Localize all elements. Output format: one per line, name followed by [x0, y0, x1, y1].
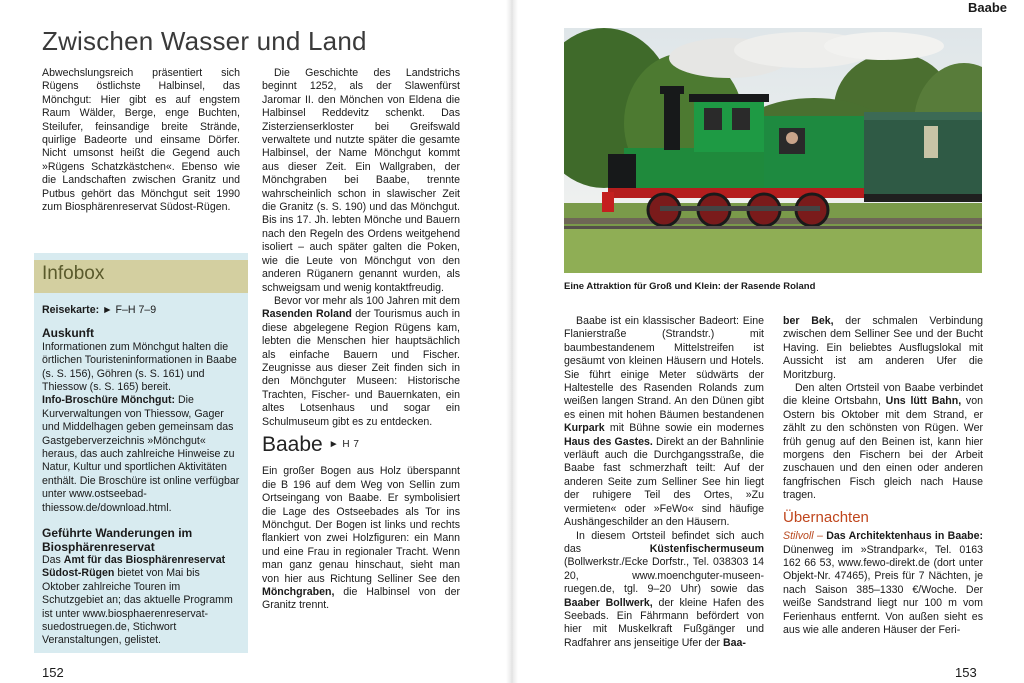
museum-paragraph [564, 530, 764, 651]
auskunft-heading: Auskunft [42, 326, 94, 341]
broschuere-label: Info-Broschüre Mönchgut: [42, 394, 175, 407]
baabe-heading [262, 433, 460, 457]
biosphaerenamt-name: Amt für das Biosphärenreservat Südost-Rügen [42, 553, 226, 580]
ortsbahn-paragraph [783, 382, 983, 503]
baabe-text: Ein großer Bogen aus Holz überspannt die B 196 auf dem Weg von Sellin zum Ortseingang von Baabe. Er symbolisiert die Lage des Ostseebades als Tor ins Mönchgut. Der Bogen ist links und rechts flankiert von zwei Holzfiguren: ein Mann und eine Frau in regionaler Tracht. Wenn man ganz genau hinschaut, sieht man von hier aus Richtung Selliner See den [262, 465, 460, 585]
page-number-right: 153 [955, 665, 977, 680]
right-column-1 [564, 315, 764, 650]
baabe-paragraph [262, 465, 460, 612]
intro-paragraph: Abwechslungsreich präsentiert sich Rügens östlichste Halbinsel, das Mönchgut: Hier gibt es auf engstem Raum Wälder, Berge, enge Buchten, Steilufer, feinsandige breite Strände, quirlige Badeorte und einsame Dörfer. Nicht umsonst heißt die Gegend auch »Rügens Schatzkästchen«. Ebenso wie die Landschaften zwischen Granitz und Putbus gehört das Mönchgut seit 1990 zum Biosphärenreservat Südost-Rügen. [42, 67, 240, 214]
stilvoll-category: Stilvoll – [783, 530, 823, 543]
museum-text-c: (Bollwerkstr./Ecke Dorfstr., Tel. 038303 14 20, www.moenchguter-museen-ruegen.de, tgl. 9–20 Uhr) sowie das [564, 556, 764, 596]
train-photo [564, 28, 982, 273]
wanderungen-heading: Geführte Wanderungen im Biosphärenreservat [42, 526, 193, 554]
uebernachten-heading: Übernachten [783, 508, 869, 526]
wanderungen-pre: Das [42, 553, 64, 566]
architektenhaus-text: Dünenweg im »Strandpark«, Tel. 0163 162 66 53, www.fewo-direkt.de (dort unter Objekt-Nr. 47465), Preis für 7 Nächten, je nach Saison 385–1330 €/Woche. Der weiße Sandstrand liegt nur 100 m vom Ferienhaus entfernt. Von außen sieht es aus wie alle anderen Häuser der Feri- [783, 543, 983, 636]
bek-paragraph [783, 315, 983, 382]
history-paragraph: Die Geschichte des Landstrichs beginnt 1252, als der Slawenfürst Jaromar II. den Mönchen von Eldena die Halbinsel Reddevitz schenkt. Das Zisterzienserkloster bei Greifswald verwaltete und nutzte später die gesamte Halbinsel, der Name Mönchgut kommt aus dieser Zeit. Ein Wallgraben, der Mönchgraben bei Baabe, trennte wahrscheinlich schon in slawischer Zeit die Granitz (s. S. 190) und das Mönchgut. Bis ins 17. Jh. lebten Mönche und Bauern nach den Regeln des Ordens weitgehend isoliert – auch später galten die Poken, wie die Leute von Mönchgut von den anderen Rüganern genannt wurden, als schweigsam und wenig kontaktfreudig. [262, 67, 460, 294]
baaber-bek-term-end: ber Bek, [783, 315, 834, 327]
rasender-roland-illustration [564, 28, 982, 273]
badeort-text-d: Direkt an der Bahnlinie verläuft auch die Durchgangsstraße, die Baabe fast schmerzhaft teilt: Auf der anderen Seite zum Selliner See hin liegt der ruhigere Teil des Ortes, »Zu vermieten« oder »FeWo« sind häufige Aushängeschilder an den Häusern. [564, 435, 764, 529]
reisekarte-value: ► F–H 7–9 [102, 304, 157, 316]
museum-text-a: In diesem Ortsteil befindet sich auch das [564, 529, 764, 555]
wanderungen-post: bietet von Mai bis Oktober zahlreiche Touren im Schutzgebiet an; das aktuelle Programm ist unter www.biosphaerenreservat-suedostruegen.de, Stichwort Veranstaltungen, gelistet. [42, 567, 233, 647]
rasender-roland-term: Rasenden Roland [262, 308, 352, 321]
running-head: Baabe [967, 0, 1007, 15]
roland-post: der Tourismus auch in diese abgelegene Region Rügens kam, lebten die Menschen hier hauptsächlich als einfache Bauern und Fischer. Zeugnisse aus dieser Zeit finden sich in den Mönchguter Museen: Historische Trachten, Fischer- und Bauernkaten, ein altes Lotsenhaus und sogar ein Schulmuseum gibt es zu entdecken. [262, 308, 460, 428]
chapter-title: Zwischen Wasser und Land [42, 26, 367, 56]
left-column-2 [262, 67, 460, 613]
haus-des-gastes-term: Haus des Gastes. [564, 435, 653, 448]
photo-caption: Eine Attraktion für Groß und Klein: der Rasende Roland [564, 281, 816, 292]
museum-text-d: der kleine Hafen des Seebads. Ein Fährmann befördert von hier mit Muskelkraft Fußgänger und Radfahrer ans jenseitige Ufer der [564, 596, 764, 649]
baabe-heading-text: Baabe [262, 432, 323, 456]
baabe-map-ref: ► H 7 [328, 439, 360, 451]
badeort-text-c: mit Bühne sowie ein modernes [604, 422, 764, 435]
intro-column [42, 67, 240, 214]
reisekarte-label: Reisekarte: [42, 304, 100, 316]
infobox-heading: Infobox [34, 260, 248, 293]
ortsbahn-text-c: von Ostern bis Oktober mit dem Strand, er zählt zu den schönsten von Rügen. Wer früh genug auf den Beinen ist, kann hier morgens den Fischern bei der Arbeit zuschauen und den einen oder anderen fangfrischen Fisch gleich nach Hause tragen. [783, 395, 983, 502]
broschuere-paragraph [42, 394, 240, 515]
baaber-bollwerk-term: Baaber Bollwerk, [564, 596, 653, 609]
architektenhaus-paragraph [783, 530, 983, 637]
architektenhaus-name: Das Architektenhaus in Baabe: [822, 530, 984, 543]
auskunft-text: Informationen zum Mönchgut halten die örtlichen Touristeninformationen in Baabe (s. S. 156), Göhren (s. S. 161) und Thiessow (s. S. 165) bereit. [42, 340, 237, 394]
kuestenfischermuseum-term: Küstenfischermuseum [649, 542, 764, 555]
page-number-left: 152 [42, 665, 64, 680]
broschuere-text: Die Kurverwaltungen von Thiessow, Gager und Middelhagen geben gemeinsam das Gastgeberverzeichnis »Mönchgut« heraus, das auch zahlreiche Hinweise zu Natur, Kultur und sportlichen Aktivitäten enthält. Die Broschüre ist online verfügbar unter www.ostseebad-thiessow.de/download.html. [42, 394, 240, 514]
infobox [34, 253, 248, 653]
reisekarte-line [42, 304, 240, 317]
uns-luett-bahn-term: Uns lütt Bahn, [885, 395, 962, 408]
baabe-text-post: die Halbinsel von der Granitz trennt. [262, 586, 460, 612]
right-column-2 [783, 315, 983, 637]
baaber-bek-term-start: Baa- [723, 636, 746, 649]
wanderungen-text [42, 554, 240, 648]
book-gutter [506, 0, 518, 683]
bek-text: der schmalen Verbindung zwischen dem Selliner See und der Bucht Having. Ein beliebtes Ausflugslokal mit Aussicht ist am anderen Ufer die Moritzburg. [783, 315, 983, 381]
ortsbahn-text-a: Den alten Ortsteil von Baabe verbindet die kleine Ortsbahn, [783, 382, 983, 408]
moenchgraben-term: Mönchgraben, [262, 586, 335, 599]
roland-pre: Bevor vor mehr als 100 Jahren mit dem [274, 294, 460, 307]
badeort-text-a: Baabe ist ein klassischer Badeort: Eine Flanierstraße (Strandstr.) mit baumbestandenem Mittelstreifen ist gesäumt von kleinen Häusern und Hotels. Sie führt einige Meter südwärts der Haltestelle des Rasenden Rolands zum weißen langen Strand. An den Dünen gibt es einen mit hohen Bäumen bestandenen [564, 315, 764, 421]
kurpark-term: Kurpark [564, 422, 605, 435]
roland-paragraph [262, 295, 460, 429]
badeort-paragraph [564, 315, 764, 530]
